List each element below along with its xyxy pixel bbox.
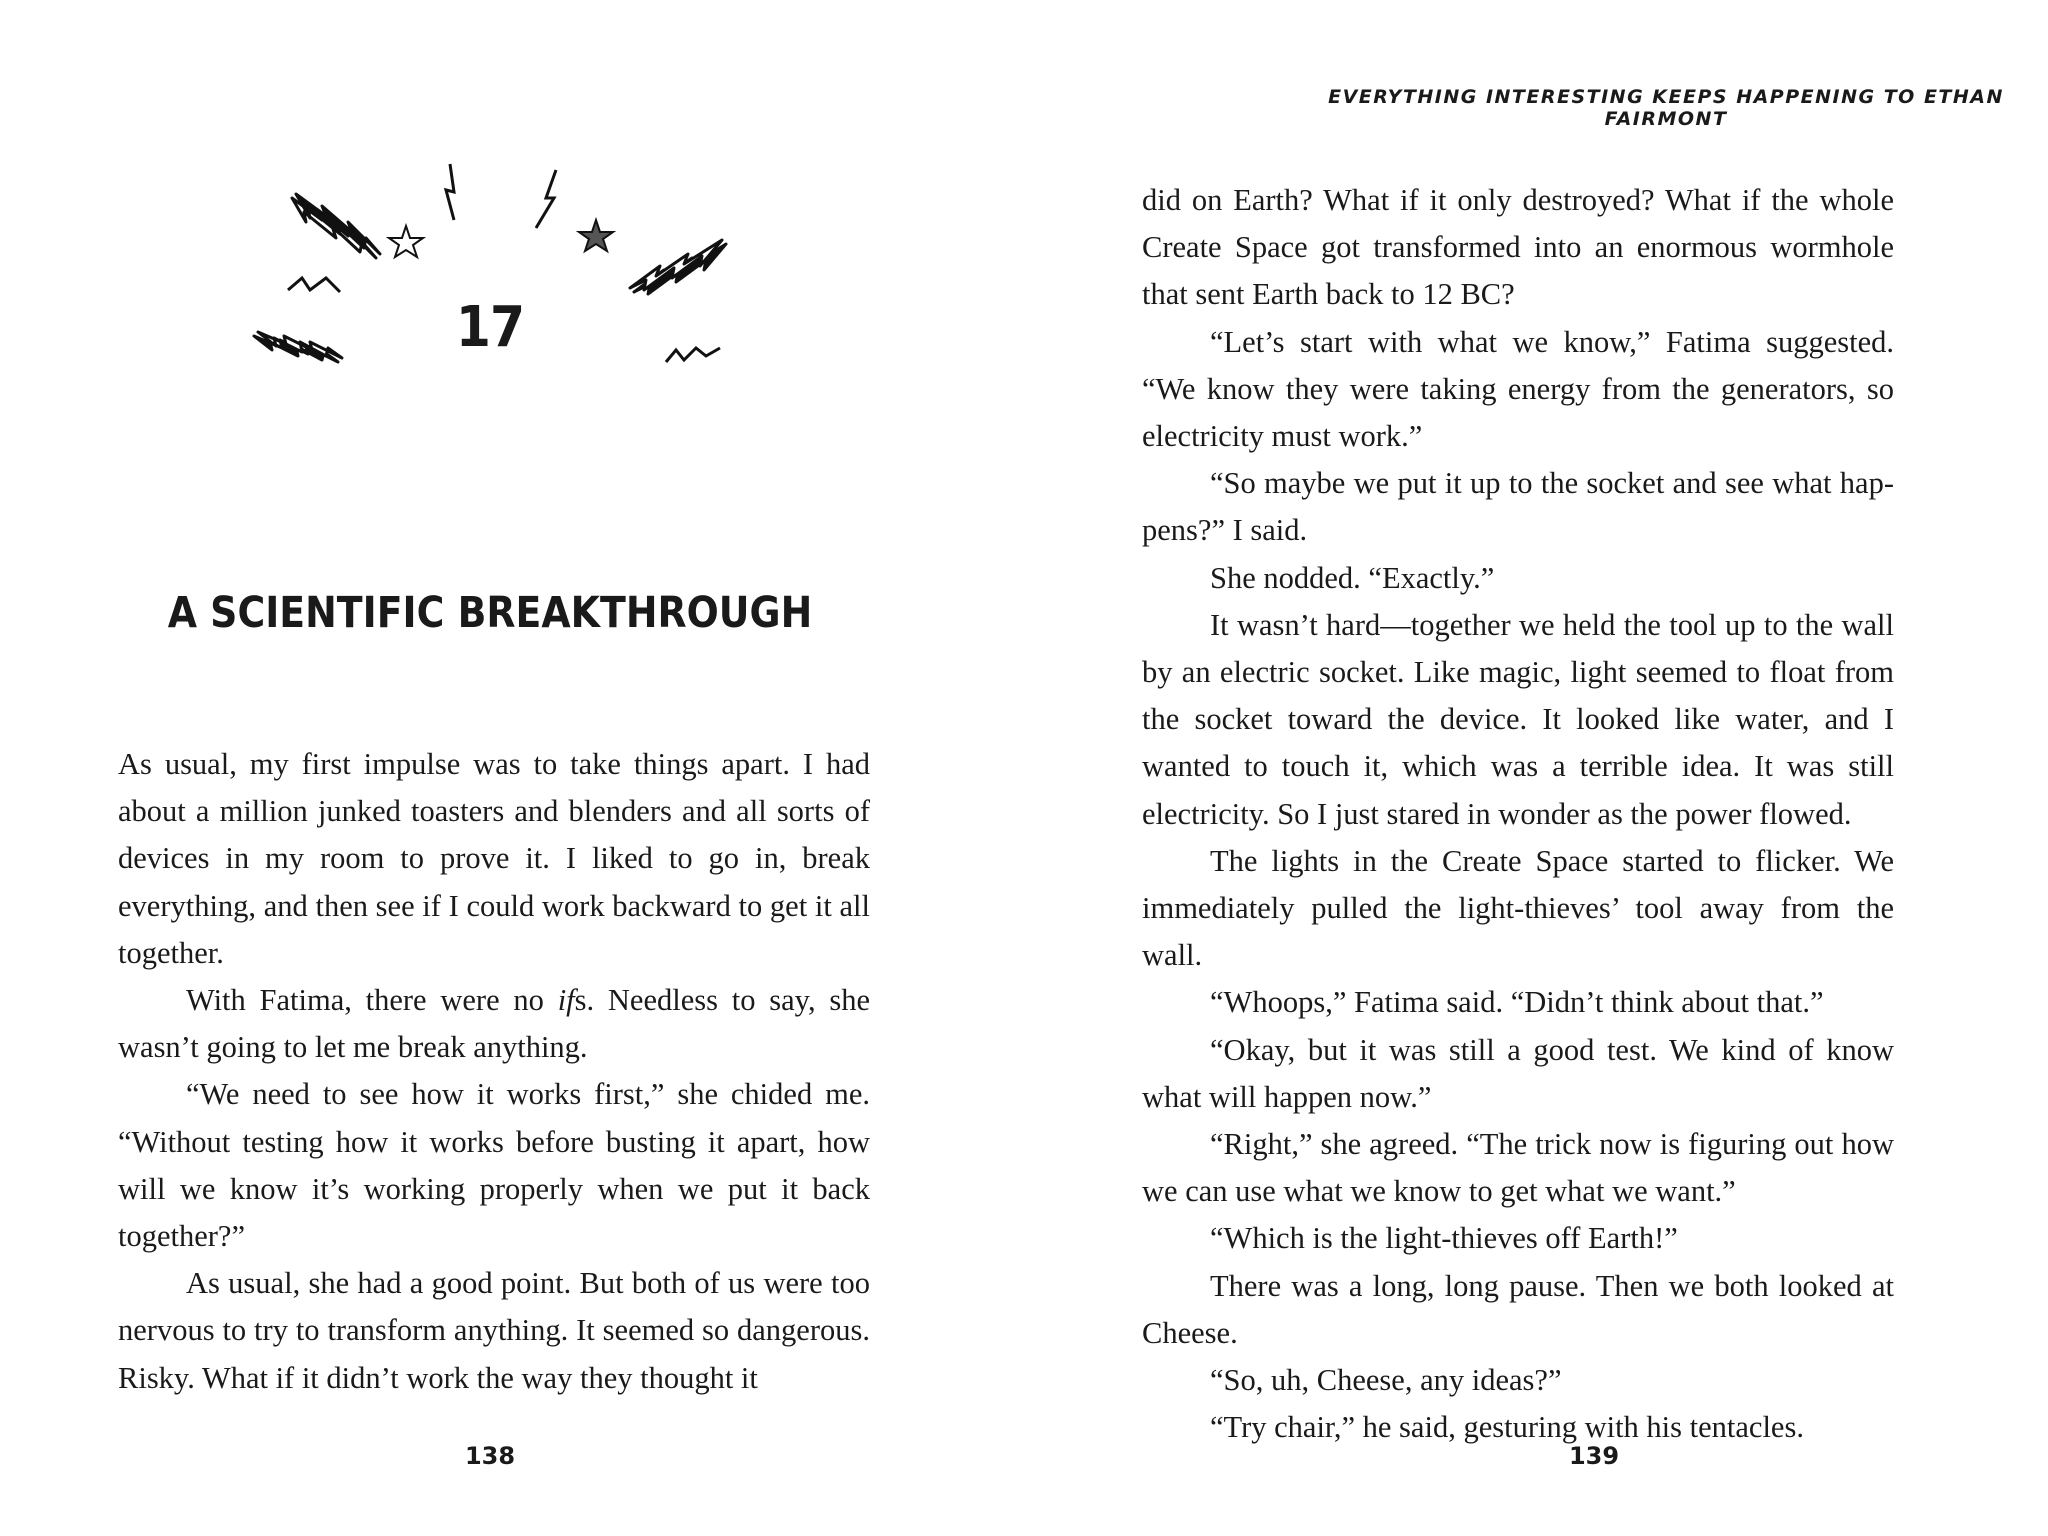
right-page (1024, 0, 2048, 1536)
paragraph: “Whoops,” Fatima said. “Didn’t think about that.” (1210, 985, 1824, 1020)
lightning-bolt-icon (292, 194, 380, 258)
paragraph: “So, uh, Cheese, any ideas?” (1210, 1363, 1562, 1398)
italic-text: if (557, 983, 575, 1018)
paragraph: “Try chair,” he said, gesturing with his tentacles. (1210, 1410, 1804, 1445)
paragraph: As usual, she had a good point. But both of us were too nervous to try to transform anything. It seemed so dangerous. Risky. What if it didn’t work the way they thought it (118, 1266, 870, 1395)
paragraph: As usual, my first impulse was to take things apart. I had about a million junked toasters and blenders and all sorts of devices in my room to prove it. I liked to go in, break everything, and then see if I could work backward to get it all together. (118, 747, 870, 970)
page-number: 138 (464, 1442, 516, 1470)
chapter-title: A SCIENTIFIC BREAKTHROUGH (167, 588, 813, 638)
star-icon (389, 226, 423, 257)
zigzag-icon (446, 164, 454, 220)
paragraph: She nodded. “Exactly.” (1210, 560, 1495, 595)
chapter-number: 17 (455, 295, 525, 360)
paragraph: “Which is the light-thieves off Earth!” (1210, 1221, 1678, 1256)
running-head: EVERYTHING INTERESTING KEEPS HAPPENING TO ETHAN FAIRMONT (1328, 86, 2004, 130)
paragraph: “So maybe we put it up to the socket and see what happens?” I said. (1142, 466, 1894, 548)
star-icon (579, 220, 613, 251)
paragraph: With Fatima, there were no ifs. Needless to say, she wasn’t going to let me break anything. (118, 983, 871, 1065)
paragraph: It wasn’t hard—together we held the tool up to the wall by an electric socket. Like magic, light seemed to float from the socket toward the device. It looked like water, and I wanted to touch it, which was a terrible idea. It was still electricity. So I just stared in wonder as the power flowed. (1142, 607, 1894, 831)
paragraph: did on Earth? What if it only destroyed? What if the whole Create Space got transformed into an enormous wormhole that sent Earth back to 12 BC? (1142, 183, 1894, 312)
zigzag-icon (536, 170, 556, 228)
right-page-body (1142, 177, 1894, 1451)
paragraph: “Right,” she agreed. “The trick now is figuring out how we can use what we know to get what we want.” (1142, 1127, 1894, 1209)
paragraph: “Let’s start with what we know,” Fatima suggested. “We know they were taking energy from the generators, so electricity must work.” (1142, 324, 1894, 454)
paragraph: There was a long, long pause. Then we both looked at Cheese. (1142, 1268, 1894, 1350)
paragraph: “Okay, but it was still a good test. We kind of know what will happen now.” (1142, 1032, 1894, 1114)
paragraph: “We need to see how it works first,” she chided me. “Without testing how it works before busting it apart, how will we know it’s working properly when we put it back together?” (118, 1077, 870, 1254)
page-number: 139 (1568, 1442, 1620, 1470)
lightning-bolt-icon (630, 240, 726, 294)
squiggle-icon (288, 278, 340, 292)
left-page-body (118, 741, 870, 1402)
paragraph: The lights in the Create Space started to flicker. We immediately pulled the light-thieves’ tool away from the wall. (1142, 843, 1894, 973)
